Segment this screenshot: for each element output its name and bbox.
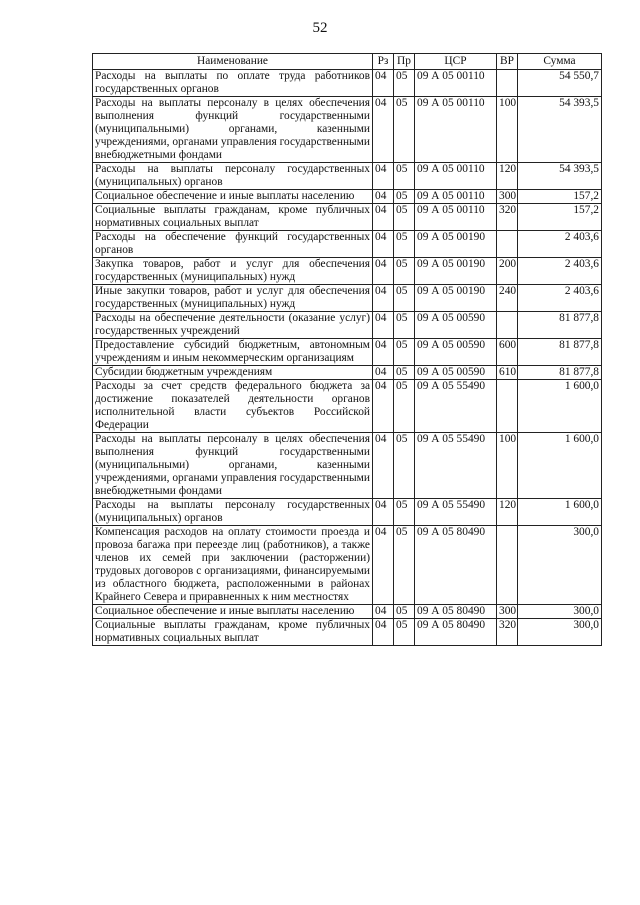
row-pr-cell: 05 bbox=[394, 339, 415, 366]
row-sum-cell: 1 600,0 bbox=[518, 499, 602, 526]
row-rz-cell: 04 bbox=[373, 258, 394, 285]
row-vr-cell: 300 bbox=[497, 190, 518, 204]
row-rz-cell: 04 bbox=[373, 190, 394, 204]
header-name: Наименование bbox=[93, 54, 373, 70]
row-rz-cell: 04 bbox=[373, 619, 394, 646]
row-csr-cell: 09 А 05 00190 bbox=[415, 231, 497, 258]
page-number: 52 bbox=[312, 20, 328, 36]
table-row bbox=[93, 526, 602, 605]
row-vr-cell: 320 bbox=[497, 204, 518, 231]
header-rz: Рз bbox=[373, 54, 394, 70]
row-name-cell: Расходы на выплаты персоналу государственных (муниципальных) органов bbox=[93, 499, 373, 526]
row-sum-cell: 1 600,0 bbox=[518, 433, 602, 499]
row-sum-cell: 54 393,5 bbox=[518, 163, 602, 190]
table-row bbox=[93, 70, 602, 97]
row-pr-cell: 05 bbox=[394, 190, 415, 204]
row-rz-cell: 04 bbox=[373, 70, 394, 97]
row-vr-cell bbox=[497, 526, 518, 605]
row-csr-cell: 09 А 05 00110 bbox=[415, 163, 497, 190]
row-name-cell: Субсидии бюджетным учреждениям bbox=[93, 366, 373, 380]
row-vr-cell: 100 bbox=[497, 97, 518, 163]
row-csr-cell: 09 А 05 00590 bbox=[415, 312, 497, 339]
row-csr-cell: 09 А 05 00190 bbox=[415, 285, 497, 312]
row-sum-cell: 2 403,6 bbox=[518, 231, 602, 258]
table-row bbox=[93, 605, 602, 619]
row-rz-cell: 04 bbox=[373, 285, 394, 312]
row-pr-cell: 05 bbox=[394, 204, 415, 231]
budget-table bbox=[92, 53, 602, 646]
row-vr-cell bbox=[497, 231, 518, 258]
row-sum-cell: 157,2 bbox=[518, 204, 602, 231]
row-csr-cell: 09 А 05 80490 bbox=[415, 526, 497, 605]
row-csr-cell: 09 А 05 00110 bbox=[415, 70, 497, 97]
row-sum-cell: 81 877,8 bbox=[518, 366, 602, 380]
row-rz-cell: 04 bbox=[373, 366, 394, 380]
row-rz-cell: 04 bbox=[373, 605, 394, 619]
row-sum-cell: 300,0 bbox=[518, 605, 602, 619]
row-sum-cell: 2 403,6 bbox=[518, 285, 602, 312]
row-csr-cell: 09 А 05 00110 bbox=[415, 204, 497, 231]
row-pr-cell: 05 bbox=[394, 312, 415, 339]
row-csr-cell: 09 А 05 55490 bbox=[415, 499, 497, 526]
row-pr-cell: 05 bbox=[394, 619, 415, 646]
row-vr-cell: 100 bbox=[497, 433, 518, 499]
row-rz-cell: 04 bbox=[373, 526, 394, 605]
row-pr-cell: 05 bbox=[394, 499, 415, 526]
row-rz-cell: 04 bbox=[373, 231, 394, 258]
row-name-cell: Предоставление субсидий бюджетным, автономным учреждениям и иным некоммерческим организациям bbox=[93, 339, 373, 366]
table-row bbox=[93, 204, 602, 231]
header-pr: Пр bbox=[394, 54, 415, 70]
row-vr-cell bbox=[497, 380, 518, 433]
row-name-cell: Расходы за счет средств федерального бюджета за достижение показателей деятельности органов исполнительной власти субъектов Российской Федерации bbox=[93, 380, 373, 433]
row-name-cell: Расходы на выплаты персоналу в целях обеспечения выполнения функций государственными (муниципальными) органами, казенными учреждениями, органами управления государственными внебюджетными фондами bbox=[93, 97, 373, 163]
row-sum-cell: 2 403,6 bbox=[518, 258, 602, 285]
row-sum-cell: 81 877,8 bbox=[518, 312, 602, 339]
row-csr-cell: 09 А 05 00190 bbox=[415, 258, 497, 285]
row-pr-cell: 05 bbox=[394, 285, 415, 312]
table-row bbox=[93, 97, 602, 163]
row-name-cell: Иные закупки товаров, работ и услуг для обеспечения государственных (муниципальных) нужд bbox=[93, 285, 373, 312]
row-vr-cell bbox=[497, 312, 518, 339]
table-row bbox=[93, 366, 602, 380]
table-body bbox=[93, 70, 602, 646]
row-pr-cell: 05 bbox=[394, 231, 415, 258]
row-csr-cell: 09 А 05 00590 bbox=[415, 366, 497, 380]
table-row bbox=[93, 433, 602, 499]
row-sum-cell: 81 877,8 bbox=[518, 339, 602, 366]
row-csr-cell: 09 А 05 00590 bbox=[415, 339, 497, 366]
row-rz-cell: 04 bbox=[373, 339, 394, 366]
row-vr-cell: 240 bbox=[497, 285, 518, 312]
row-pr-cell: 05 bbox=[394, 380, 415, 433]
table-header-row bbox=[93, 54, 602, 70]
row-sum-cell: 300,0 bbox=[518, 619, 602, 646]
table-row bbox=[93, 285, 602, 312]
row-name-cell: Социальное обеспечение и иные выплаты населению bbox=[93, 605, 373, 619]
table-row bbox=[93, 339, 602, 366]
row-csr-cell: 09 А 05 80490 bbox=[415, 619, 497, 646]
row-rz-cell: 04 bbox=[373, 499, 394, 526]
row-name-cell: Расходы на обеспечение функций государственных органов bbox=[93, 231, 373, 258]
row-sum-cell: 157,2 bbox=[518, 190, 602, 204]
row-name-cell: Расходы на обеспечение деятельности (оказание услуг) государственных учреждений bbox=[93, 312, 373, 339]
row-vr-cell: 300 bbox=[497, 605, 518, 619]
row-csr-cell: 09 А 05 80490 bbox=[415, 605, 497, 619]
row-vr-cell: 610 bbox=[497, 366, 518, 380]
table-row bbox=[93, 312, 602, 339]
row-vr-cell: 600 bbox=[497, 339, 518, 366]
row-name-cell: Социальные выплаты гражданам, кроме публичных нормативных социальных выплат bbox=[93, 204, 373, 231]
row-csr-cell: 09 А 05 55490 bbox=[415, 433, 497, 499]
row-name-cell: Компенсация расходов на оплату стоимости проезда и провоза багажа при переезде лиц (работников), а также членов их семей при заключении (расторжении) трудовых договоров с организациями, финансируемыми из областного бюджета, расположенными в районах Крайнего Севера и приравненных к ним местностях bbox=[93, 526, 373, 605]
row-pr-cell: 05 bbox=[394, 605, 415, 619]
table-row bbox=[93, 163, 602, 190]
row-sum-cell: 54 550,7 bbox=[518, 70, 602, 97]
row-rz-cell: 04 bbox=[373, 312, 394, 339]
row-vr-cell: 120 bbox=[497, 163, 518, 190]
table-row bbox=[93, 619, 602, 646]
row-pr-cell: 05 bbox=[394, 163, 415, 190]
row-sum-cell: 300,0 bbox=[518, 526, 602, 605]
table-row bbox=[93, 190, 602, 204]
row-name-cell: Расходы на выплаты персоналу в целях обеспечения выполнения функций государственными (муниципальными) органами, казенными учреждениями, органами управления государственными внебюджетными фондами bbox=[93, 433, 373, 499]
row-sum-cell: 54 393,5 bbox=[518, 97, 602, 163]
row-rz-cell: 04 bbox=[373, 97, 394, 163]
table-row bbox=[93, 258, 602, 285]
row-name-cell: Расходы на выплаты персоналу государственных (муниципальных) органов bbox=[93, 163, 373, 190]
row-rz-cell: 04 bbox=[373, 433, 394, 499]
row-pr-cell: 05 bbox=[394, 97, 415, 163]
row-vr-cell: 200 bbox=[497, 258, 518, 285]
row-pr-cell: 05 bbox=[394, 258, 415, 285]
row-vr-cell: 120 bbox=[497, 499, 518, 526]
row-sum-cell: 1 600,0 bbox=[518, 380, 602, 433]
row-pr-cell: 05 bbox=[394, 433, 415, 499]
header-vr: ВР bbox=[497, 54, 518, 70]
row-name-cell: Закупка товаров, работ и услуг для обеспечения государственных (муниципальных) нужд bbox=[93, 258, 373, 285]
row-rz-cell: 04 bbox=[373, 163, 394, 190]
table-row bbox=[93, 231, 602, 258]
row-rz-cell: 04 bbox=[373, 380, 394, 433]
row-pr-cell: 05 bbox=[394, 70, 415, 97]
table-row bbox=[93, 499, 602, 526]
row-name-cell: Социальное обеспечение и иные выплаты населению bbox=[93, 190, 373, 204]
row-pr-cell: 05 bbox=[394, 526, 415, 605]
row-csr-cell: 09 А 05 00110 bbox=[415, 97, 497, 163]
row-pr-cell: 05 bbox=[394, 366, 415, 380]
row-vr-cell bbox=[497, 70, 518, 97]
row-csr-cell: 09 А 05 55490 bbox=[415, 380, 497, 433]
row-vr-cell: 320 bbox=[497, 619, 518, 646]
row-name-cell: Расходы на выплаты по оплате труда работников государственных органов bbox=[93, 70, 373, 97]
row-name-cell: Социальные выплаты гражданам, кроме публичных нормативных социальных выплат bbox=[93, 619, 373, 646]
row-rz-cell: 04 bbox=[373, 204, 394, 231]
header-csr: ЦСР bbox=[415, 54, 497, 70]
table-row bbox=[93, 380, 602, 433]
row-csr-cell: 09 А 05 00110 bbox=[415, 190, 497, 204]
header-sum: Сумма bbox=[518, 54, 602, 70]
